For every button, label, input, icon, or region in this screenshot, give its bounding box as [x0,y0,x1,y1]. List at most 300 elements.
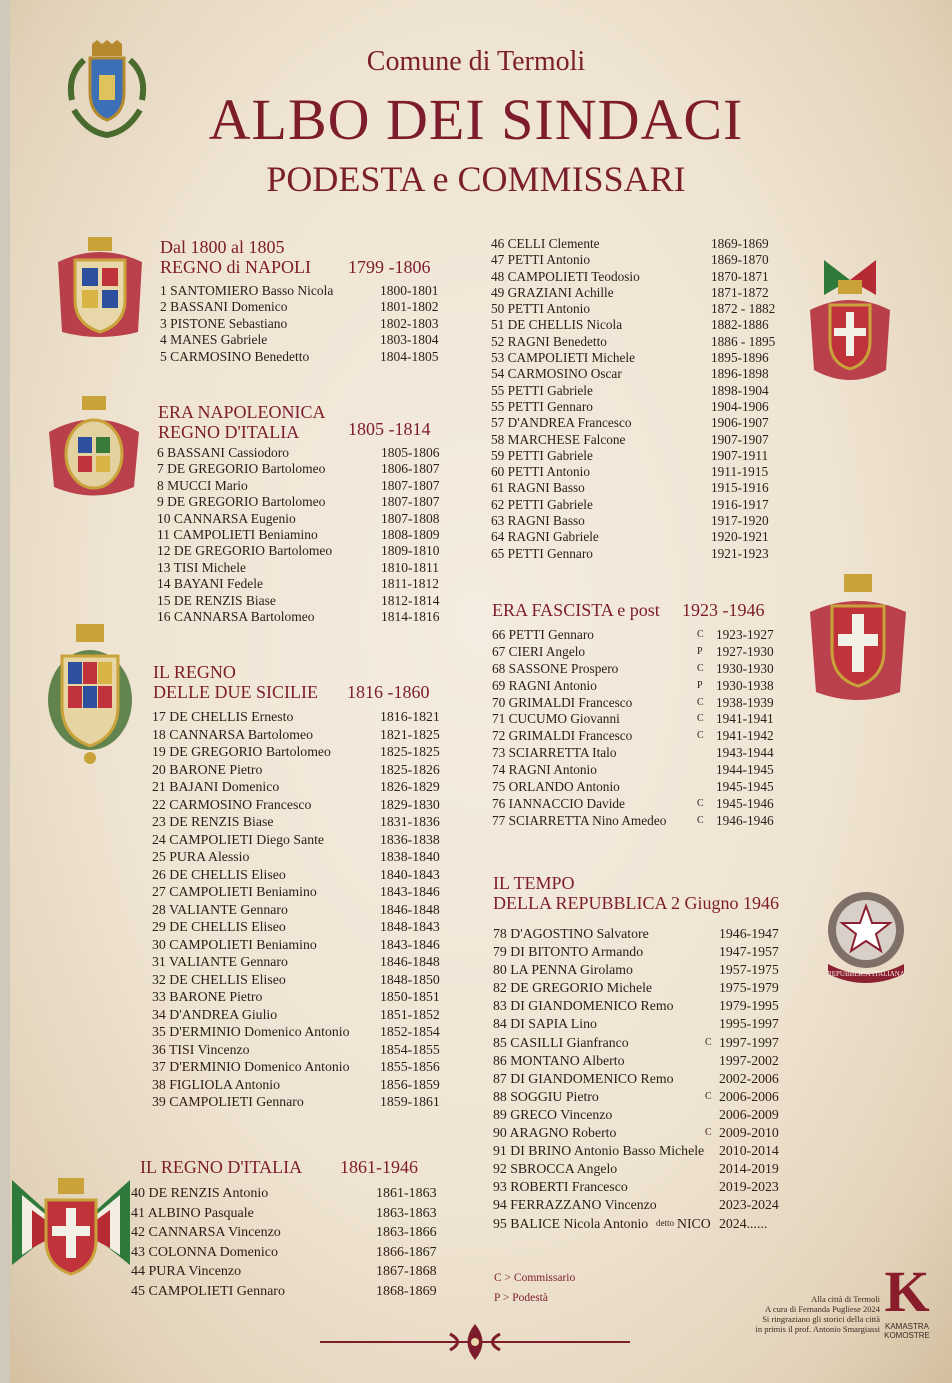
mayor-row [491,546,789,562]
mayor-years: 1882-1886 [711,317,769,333]
mayor-name: 3 PISTONE Sebastiano [160,315,288,331]
mayor-row [491,383,789,399]
credits-line1: Alla città di Termoli [811,1294,880,1304]
mayor-years: 1811-1812 [381,576,439,592]
mayor-row [491,448,789,464]
mayor-name: 47 PETTI Antonio [491,252,590,268]
mayor-row [491,350,789,366]
mayor-years: 1846-1848 [380,954,440,969]
mayor-years: 1821-1825 [380,726,440,742]
mayor-row [492,813,792,830]
credits-line4: in primis il prof. Antonio Smargiassi [755,1324,880,1334]
mayor-years: 1807-1808 [381,510,440,526]
mayor-row [491,269,789,285]
mayor-years: 1804-1805 [380,348,439,364]
mayor-name: 62 PETTI Gabriele [491,496,593,512]
mayor-row [152,1077,452,1095]
mayor-years: 1869-1870 [711,252,769,268]
mayor-row [491,285,789,301]
mayor-years: 1895-1896 [711,350,769,366]
mayor-name: 61 RAGNI Basso [491,480,585,496]
mayor-name: 87 DI GIANDOMENICO Remo [493,1070,674,1086]
mayor-row [131,1186,451,1206]
mayor-row [152,762,452,780]
mayor-row [493,1071,805,1089]
section-napoleonica-title [158,402,326,442]
mayor-years: 1803-1804 [380,332,439,348]
kamastra-logo-line1: KAMASTRA [884,1322,929,1331]
office-mark: C [697,696,704,708]
header-comune: Comune di Termoli [366,46,586,77]
mayor-row [152,832,452,850]
mayor-years: 1917-1920 [711,513,769,529]
mayor-name: 92 SBROCCA Angelo [493,1161,618,1177]
section-due-sicilie-years: 1816 -1860 [347,682,430,702]
mayor-name: 23 DE RENZIS Biase [152,814,274,829]
mayor-row [152,1059,452,1077]
mayor-years: 1898-1904 [711,382,769,398]
mayor-name: 46 CELLI Clemente [491,236,600,251]
mayor-row [131,1225,451,1245]
mayor-row [492,627,792,644]
savoy-coat-of-arms-icon [804,572,912,708]
mayor-name: 65 PETTI Gennaro [491,545,593,561]
mayor-name: 41 ALBINO Pasquale [131,1205,254,1221]
mayor-name: 94 FERRAZZANO Vincenzo [493,1197,657,1213]
section-fascista-title: ERA FASCISTA e post [492,600,660,620]
mayor-name: 85 CASILLI Gianfranco [493,1034,629,1050]
mayor-row [491,399,789,415]
mayor-years: 1808-1809 [381,526,440,542]
credits-line3: Si ringraziano gli storici della città [762,1314,880,1324]
legend [494,1268,575,1308]
mayor-row [492,796,792,813]
mayor-name: 76 IANNACCIO Davide [492,795,625,811]
mayor-years: 1930-1938 [716,677,774,693]
mayor-years: 1947-1957 [719,944,779,960]
mayor-name: 19 DE GREGORIO Bartolomeo [152,744,331,759]
mayor-years: 1868-1869 [376,1283,437,1299]
mayor-years: 1997-1997 [719,1034,779,1050]
mayor-years: 1979-1995 [719,998,779,1014]
mayor-years: 2006-2006 [719,1088,779,1104]
mayor-row [152,1042,452,1060]
mayor-name: 14 BAYANI Fedele [157,576,263,592]
mayor-name: 36 TISI Vincenzo [152,1041,250,1057]
mayor-years: 1870-1871 [711,268,769,284]
mayor-name: 69 RAGNI Antonio [492,677,597,693]
mayor-row [131,1206,451,1226]
mayor-row [491,480,789,496]
mayor-row [152,1024,452,1042]
mayor-name: 63 RAGNI Basso [491,513,585,529]
mayor-row [152,1007,452,1025]
office-mark: P [697,679,703,691]
mayor-row [157,609,452,625]
mayor-name: 37 D'ERMINIO Domenico Antonio [152,1059,350,1074]
mayor-years: 2024...... [719,1215,768,1231]
mayor-name: 38 FIGLIOLA Antonio [152,1076,281,1092]
mayor-row [131,1264,451,1284]
mayor-row [493,980,805,998]
mayor-years: 1807-1807 [381,494,440,510]
mayor-row [131,1245,451,1265]
mayor-years: 1843-1846 [380,936,440,952]
office-mark: C [697,797,704,809]
mayor-name: 52 RAGNI Benedetto [491,333,607,349]
mayor-name: 93 ROBERTI Francesco [493,1179,628,1195]
mayor-years: 2014-2019 [719,1161,779,1177]
mayor-years: 1886 - 1895 [711,333,776,349]
section-napoli-line2: REGNO di NAPOLI [160,257,311,277]
mayor-name: 90 ARAGNO Roberto [493,1125,617,1141]
mayor-name: 55 PETTI Gennaro [491,398,593,414]
mayor-years: 1854-1855 [380,1041,440,1057]
mayor-name: 53 CAMPOLIETI Michele [491,350,636,366]
mayor-row [157,461,452,477]
office-mark: C [697,713,704,725]
mayor-years: 1997-2002 [719,1052,779,1068]
mayor-years: 1826-1829 [380,779,440,794]
mayor-name: 21 BAJANI Domenico [152,779,280,794]
section-regno-italia-title: IL REGNO D'ITALIA [140,1157,303,1177]
section-napoleonica-line1: ERA NAPOLEONICA [158,402,326,422]
mayor-years: 1850-1851 [380,989,440,1004]
mayor-name: 39 CAMPOLIETI Gennaro [152,1094,304,1109]
mayor-row [493,1125,805,1143]
section-repubblica-title [493,873,779,913]
mayor-row [157,527,452,543]
mayor-name: 13 TISI Michele [157,559,246,575]
mayor-nickname: NICO [677,1215,711,1231]
mayor-years: 1927-1930 [716,643,774,659]
mayor-row [493,1143,805,1161]
mayor-years: 2010-2014 [719,1143,779,1159]
mayor-years: 1831-1836 [380,814,440,829]
termoli-crest-icon [62,40,152,140]
mayor-name: 7 DE GREGORIO Bartolomeo [157,461,326,477]
mayor-name: 2 BASSANI Domenico [160,299,288,315]
mayor-years: 1848-1843 [380,919,440,934]
mayor-name: 15 DE RENZIS Biase [157,592,276,608]
mayor-name: 40 DE RENZIS Antonio [131,1186,269,1201]
mayor-name: 84 DI SAPIA Lino [493,1016,597,1032]
mayor-years: 1907-1911 [711,447,769,463]
mayor-name: 30 CAMPOLIETI Beniamino [152,936,317,952]
mayor-name: 44 PURA Vincenzo [131,1264,242,1279]
office-mark: C [705,1127,712,1139]
mayor-years: 1800-1801 [380,283,439,298]
mayor-years: 1825-1825 [380,744,440,759]
mayor-row [492,762,792,779]
mayor-row [493,1089,805,1107]
mayor-row [152,937,452,955]
mayor-years: 1911-1915 [711,464,769,480]
mayor-row [152,867,452,885]
mayor-row [493,1053,805,1071]
section-due-sicilie-line1: IL REGNO [153,662,236,682]
mayor-years: 1856-1859 [380,1076,440,1092]
mayor-years: 1946-1947 [719,926,779,941]
kamastra-logo-line2: KOMOSTRE [884,1331,930,1340]
office-mark: C [705,1090,712,1102]
mayor-years: 1920-1921 [711,529,769,545]
savoy-crest-flags-icon [804,250,896,390]
napoleonic-coat-of-arms-icon [44,392,144,504]
mayor-years: 1916-1917 [711,496,769,512]
mayor-row [492,728,792,745]
mayor-name: 45 CAMPOLIETI Gennaro [131,1283,285,1299]
mayor-years: 1802-1803 [380,315,439,331]
section-napoli-title [160,237,311,277]
mayor-name: 1 SANTOMIERO Basso Nicola [160,283,334,298]
list-due-sicilie [152,709,452,1112]
mayor-row [491,301,789,317]
italian-republic-emblem-icon [818,884,914,988]
mayor-row [491,366,789,382]
mayor-years: 1957-1975 [719,962,779,978]
mayor-years: 1871-1872 [711,284,769,300]
mayor-years: 1863-1863 [376,1205,437,1221]
mayor-name: 74 RAGNI Antonio [492,762,597,778]
mayor-years: 1861-1863 [376,1186,437,1201]
bottom-ornament-icon [320,1322,630,1362]
mayor-name: 77 SCIARRETTA Nino Amedeo [492,812,667,828]
mayor-row [491,432,789,448]
mayor-years: 1855-1856 [380,1059,440,1074]
mayor-row [493,998,805,1016]
mayor-years: 1904-1906 [711,398,769,414]
mayor-years: 1806-1807 [381,461,440,477]
mayor-name: 89 GRECO Vincenzo [493,1106,613,1122]
mayor-name: 27 CAMPOLIETI Beniamino [152,884,317,899]
mayor-years: 1859-1861 [380,1094,440,1109]
mayor-years: 1807-1807 [381,477,440,493]
mayor-years: 1825-1826 [380,761,440,777]
list-napoleonica [157,445,452,625]
mayor-row [491,334,789,350]
section-repubblica-line2: DELLA REPUBBLICA 2 Giugno 1946 [493,893,780,913]
mayor-row [491,252,789,268]
mayor-name: 31 VALIANTE Gennaro [152,954,288,969]
mayor-row [152,884,452,902]
mayor-row [491,497,789,513]
office-mark: C [697,662,704,674]
mayor-row [160,283,452,299]
mayor-row [152,797,452,815]
mayor-name: 6 BASSANI Cassiodoro [157,445,290,460]
mayor-row [491,236,789,252]
mayor-row [160,349,452,365]
mayor-row [493,1035,805,1053]
mayor-name: 48 CAMPOLIETI Teodosio [491,268,640,284]
mayor-years: 1805-1806 [381,445,440,460]
mayor-name: 34 D'ANDREA Giulio [152,1006,278,1022]
mayor-name: 43 COLONNA Domenico [131,1244,278,1260]
mayor-row [152,902,452,920]
mayor-row [157,560,452,576]
mayor-row [492,695,792,712]
napoli-coat-of-arms-icon [50,232,150,342]
section-due-sicilie-title [153,662,318,702]
mayor-name: 79 DI BITONTO Armando [493,944,644,960]
mayor-years: 1930-1930 [716,660,774,676]
mayor-row [157,543,452,559]
mayor-name: 68 SASSONE Prospero [492,660,619,676]
mayor-years: 1843-1846 [380,884,440,899]
mayor-years: 1814-1816 [381,608,440,624]
mayor-row [492,661,792,678]
mayor-years: 1906-1907 [711,415,769,431]
mayor-row [491,317,789,333]
two-sicilies-coat-of-arms-icon [44,622,136,768]
mayor-years: 1945-1946 [716,795,774,811]
office-mark: C [697,814,704,826]
italy-flags-coat-of-arms-icon [2,1170,140,1300]
section-napoli-line1: Dal 1800 al 1805 [160,237,285,257]
mayor-name: 35 D'ERMINIO Domenico Antonio [152,1024,350,1039]
mayor-row [160,316,452,332]
mayor-name: 86 MONTANO Alberto [493,1052,625,1068]
mayor-name: 33 BARONE Pietro [152,989,263,1004]
mayor-years: 1846-1848 [380,901,440,917]
mayor-name: 32 DE CHELLIS Eliseo [152,971,286,987]
mayor-row [157,494,452,510]
office-mark: P [697,645,703,657]
republic-ribbon-text: REPUBBLICA ITALIANA [827,970,905,978]
mayor-row [491,464,789,480]
section-fascista-years: 1923 -1946 [682,600,765,620]
mayor-years: 1946-1946 [716,812,774,828]
legend-podesta: P > Podestà [494,1292,548,1304]
mayor-name: 64 RAGNI Gabriele [491,529,599,545]
mayor-name: 58 MARCHESE Falcone [491,431,626,447]
header-title: ALBO DEI SINDACI [208,87,744,152]
mayor-years: 1995-1997 [719,1016,779,1032]
mayor-row [157,593,452,609]
mayor-name: 60 PETTI Antonio [491,464,590,480]
mayor-name: 18 CANNARSA Bartolomeo [152,726,313,742]
mayor-years: 1810-1811 [381,559,439,575]
mayor-name: 9 DE GREGORIO Bartolomeo [157,494,326,510]
mayor-years: 1829-1830 [380,796,440,812]
mayor-years: 1869-1869 [711,236,769,251]
mayor-years: 2002-2006 [719,1070,779,1086]
mayor-row [160,299,452,315]
mayor-row [152,919,452,937]
list-regno-italia-right [491,236,789,562]
mayor-name: 26 DE CHELLIS Eliseo [152,866,286,882]
legend-commissario: C > Commissario [494,1272,576,1284]
mayor-years: 1867-1868 [376,1264,437,1279]
credits [742,1294,880,1334]
mayor-name: 91 DI BRINO Antonio Basso Michele [493,1143,705,1159]
mayor-row [493,1016,805,1034]
mayor-row [492,711,792,728]
mayor-years: 1852-1854 [380,1024,440,1039]
mayor-name: 49 GRAZIANI Achille [491,284,614,300]
mayor-row [157,576,452,592]
mayor-row [152,989,452,1007]
mayor-row [492,678,792,695]
header-subtitle: PODESTA e COMMISSARI [266,159,686,199]
section-napoleonica-line2: REGNO D'ITALIA [158,422,300,442]
mayor-row [152,849,452,867]
mayor-years: 2019-2023 [719,1179,779,1195]
mayor-row [157,511,452,527]
mayor-years: 1941-1941 [716,711,774,727]
mayor-row [152,779,452,797]
mayor-row [491,513,789,529]
mayor-name: 5 CARMOSINO Benedetto [160,348,310,364]
credits-line2: A cura di Fernanda Pugliese 2024 [765,1304,880,1314]
mayor-row [160,332,452,348]
mayor-name: 8 MUCCI Mario [157,477,248,493]
kamastra-logo [872,1259,942,1347]
mayor-row [492,745,792,762]
mayor-row [152,954,452,972]
mayor-years: 1945-1945 [716,779,774,795]
mayor-years: 1941-1942 [716,728,774,744]
mayor-row [492,779,792,796]
mayor-name: 75 ORLANDO Antonio [492,779,620,795]
mayor-years: 1944-1945 [716,762,774,778]
mayor-years: 1812-1814 [381,592,440,608]
mayor-name: 70 GRIMALDI Francesco [492,694,633,710]
mayor-row [131,1284,451,1304]
mayor-row [152,709,452,727]
mayor-years: 1872 - 1882 [711,301,776,317]
mayor-years: 1838-1840 [380,849,440,864]
mayor-years: 1915-1916 [711,480,769,496]
mayor-row [493,1179,805,1197]
mayor-row [493,1107,805,1125]
mayor-years: 2006-2009 [719,1106,779,1122]
mayor-row [493,944,805,962]
mayor-name: 95 BALICE Nicola Antonio [493,1215,649,1231]
office-mark: C [697,730,704,742]
mayor-row [152,727,452,745]
mayor-years: 1943-1944 [716,745,774,761]
mayor-name: 67 CIERI Angelo [492,643,586,659]
mayor-row [152,744,452,762]
mayor-name: 25 PURA Alessio [152,849,250,864]
mayor-name: 11 CAMPOLIETI Beniamino [157,526,318,542]
mayor-name: 78 D'AGOSTINO Salvatore [493,926,649,941]
mayor-years: 1816-1821 [380,709,440,724]
office-mark: C [697,629,704,640]
mayor-years: 1975-1979 [719,980,779,996]
mayor-name: 73 SCIARRETTA Italo [492,745,617,761]
list-napoli [160,283,452,365]
list-regno-italia-left [131,1186,451,1303]
mayor-years: 1921-1923 [711,545,769,561]
section-repubblica-line1: IL TEMPO [493,873,575,893]
mayor-name: 66 PETTI Gennaro [492,627,594,642]
mayor-years: 1809-1810 [381,543,440,559]
mayor-nickname-prefix: detto [656,1217,674,1228]
mayor-name: 72 GRIMALDI Francesco [492,728,633,744]
mayor-row [152,814,452,832]
section-regno-italia-years: 1861-1946 [340,1157,418,1177]
mayor-row [493,1161,805,1179]
mayor-name: 80 LA PENNA Girolamo [493,962,633,978]
mayor-row [491,529,789,545]
mayor-name: 51 DE CHELLIS Nicola [491,317,623,333]
mayor-row [152,1094,452,1112]
mayor-row [152,972,452,990]
mayor-years: 1923-1927 [716,627,774,642]
